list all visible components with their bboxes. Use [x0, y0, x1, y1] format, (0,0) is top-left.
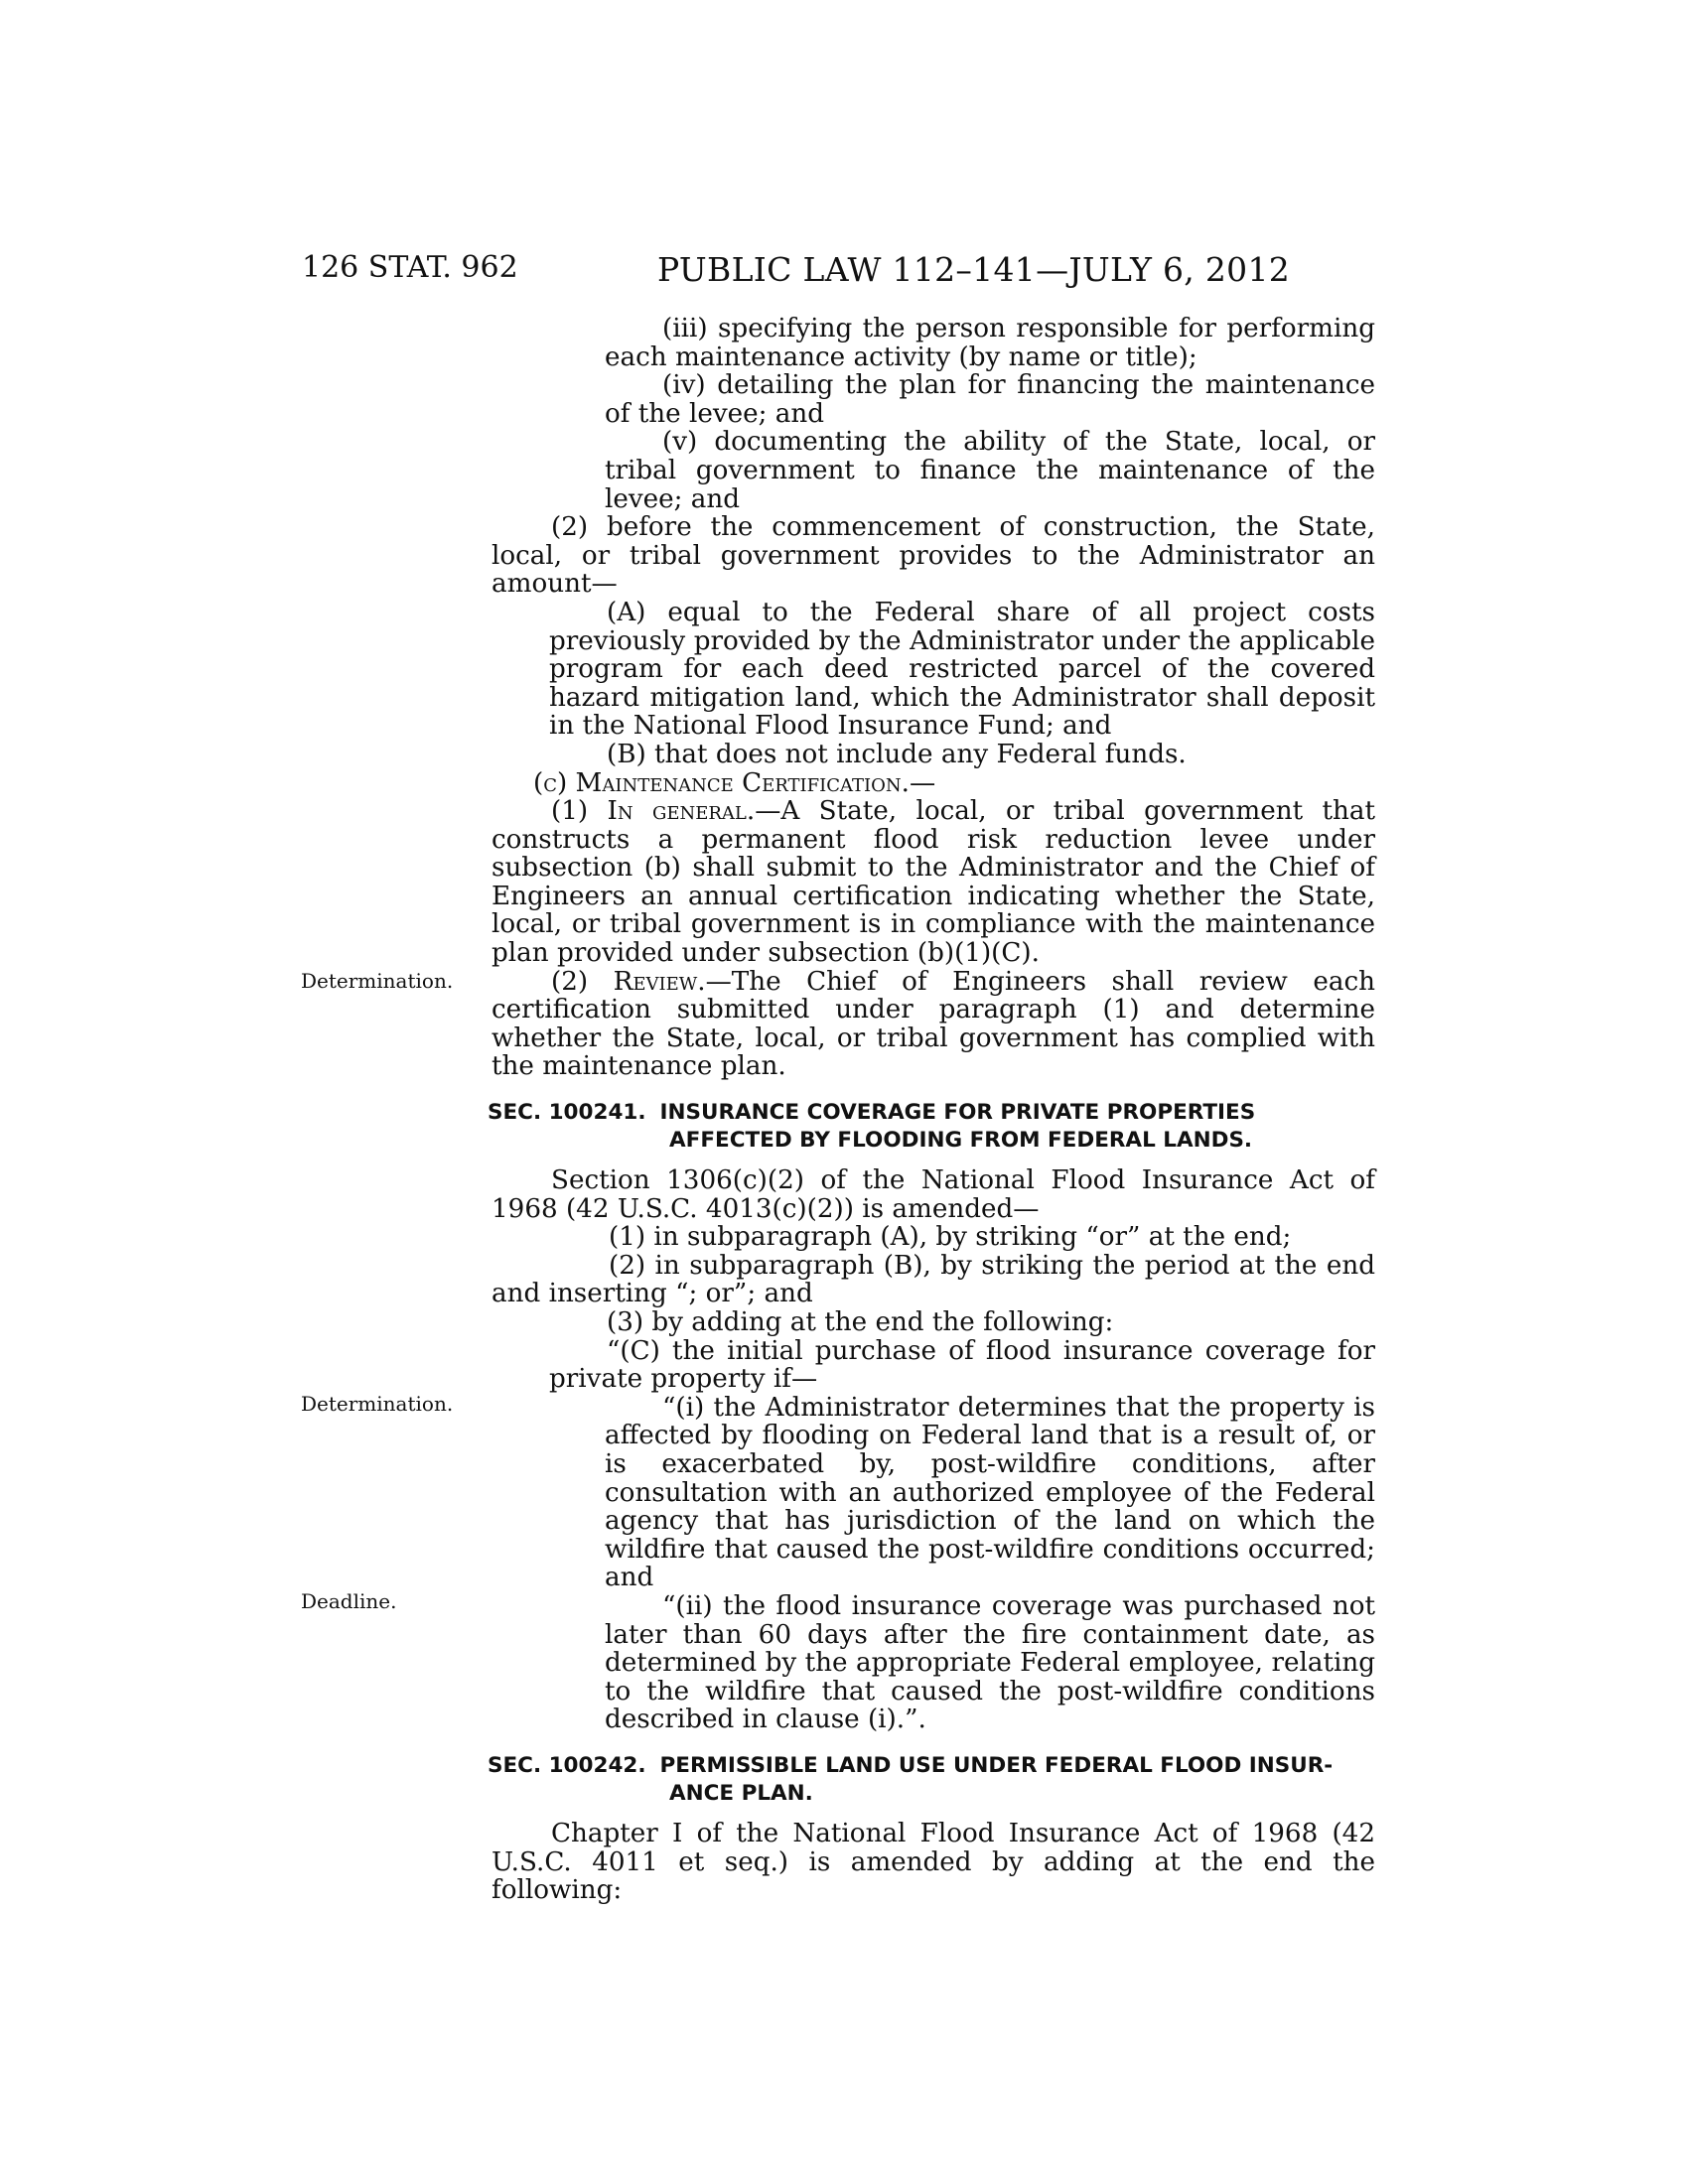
section-number: SEC. 100241.	[488, 1100, 646, 1126]
subparagraph-a: (A) equal to the Federal share of all project costs previously provided by the Administrator under the applicable program for each deed restricted parcel of the covered hazard mitigation land, which the Administrator shall deposit in the National Flood Insurance Fund; and	[549, 597, 1375, 742]
statute-page-number: 126 STAT. 962	[302, 250, 518, 285]
clause-iv: (iv) detailing the plan for financing the maintenance of the levee; and	[605, 370, 1375, 429]
section-heading-100242	[488, 1752, 1375, 1808]
section-title-line-1: INSURANCE COVERAGE FOR PRIVATE PROPERTIES	[659, 1100, 1256, 1126]
clause-ii-quoted: “(ii) the flood insurance coverage was purchased not later than 60 days after the fire containment date, as determined by the appropriate Federal employee, relating to the wildfire that caused the post-wildfire conditions described in clause (i).”.	[605, 1590, 1375, 1735]
amendment-3: (3) by adding at the end the following:	[607, 1307, 1114, 1337]
amendment-2: (2) in subparagraph (B), by striking the period at the end and inserting “; or”; and	[492, 1250, 1375, 1309]
subsection-c-heading: (c) Maintenance Certification.—	[533, 767, 936, 798]
section-title-line-2: AFFECTED BY FLOODING FROM FEDERAL LANDS.	[669, 1128, 1253, 1154]
section-number: SEC. 100242.	[488, 1752, 646, 1778]
paragraph-c1	[492, 797, 1375, 968]
paragraph-c1-lead: (1) In general.	[551, 796, 756, 827]
margin-note: Determination.	[301, 969, 454, 993]
running-header: PUBLIC LAW 112–141—JULY 6, 2012	[657, 250, 1291, 289]
section-title-line-1: PERMISSIBLE LAND USE UNDER FEDERAL FLOOD INSUR-	[659, 1752, 1334, 1778]
amendment-1-text: (1) in subparagraph (A), by striking “or” at the end;	[609, 1222, 1292, 1253]
paragraph-c1-text: —A State, local, or tribal government that constructs a permanent flood risk reduction levee under subsection (b) shall submit to the Administrator and the Chief of Engineers an annual certification indicating whether the State, local, or tribal government is in compliance with the maintenance plan provided under subsection (b)(1)(C).	[492, 796, 1375, 969]
clause-iii: (iii) specifying the person responsible for performing each maintenance activity (by name or title);	[605, 314, 1375, 372]
section-100242-intro: Chapter I of the National Flood Insurance Act of 1968 (42 U.S.C. 4011 et seq.) is amended by adding at the end the following:	[492, 1818, 1375, 1906]
margin-note: Deadline.	[301, 1589, 397, 1613]
clause-i-quoted: “(i) the Administrator determines that the property is affected by flooding on Federal land that is a result of, or is exacerbated by, post-wildfire conditions, after consultation with an authorized employee of the Federal agency that has jurisdiction of the land on which the wildfire that caused the post-wildfire conditions occurred; and	[605, 1392, 1375, 1593]
margin-note: Determination.	[301, 1392, 454, 1416]
paragraph-c2	[492, 968, 1375, 1081]
clause-v: (v) documenting the ability of the State, local, or tribal government to finance the maintenance of the levee; and	[605, 427, 1375, 514]
paragraph-c2-text: —The Chief of Engineers shall review each certification submitted under paragraph (1) and determine whether the State, local, or tribal government has complied with the maintenance plan.	[492, 966, 1375, 1082]
body-text	[488, 314, 1375, 1906]
section-title-line-2: ANCE PLAN.	[669, 1780, 813, 1806]
section-heading-100241	[488, 1099, 1375, 1155]
subparagraph-b: (B) that does not include any Federal funds.	[607, 739, 1187, 769]
paragraph-c2-lead: (2) Review.	[551, 966, 706, 997]
section-100241-intro: Section 1306(c)(2) of the National Flood Insurance Act of 1968 (42 U.S.C. 4013(c)(2)) is amended—	[492, 1165, 1375, 1224]
subparagraph-c-quoted: “(C) the initial purchase of flood insurance coverage for private property if—	[549, 1335, 1375, 1395]
paragraph-2: (2) before the commencement of construction, the State, local, or tribal government provides to the Administrator an amount—	[492, 512, 1375, 600]
amendment-1	[492, 1223, 1375, 1252]
